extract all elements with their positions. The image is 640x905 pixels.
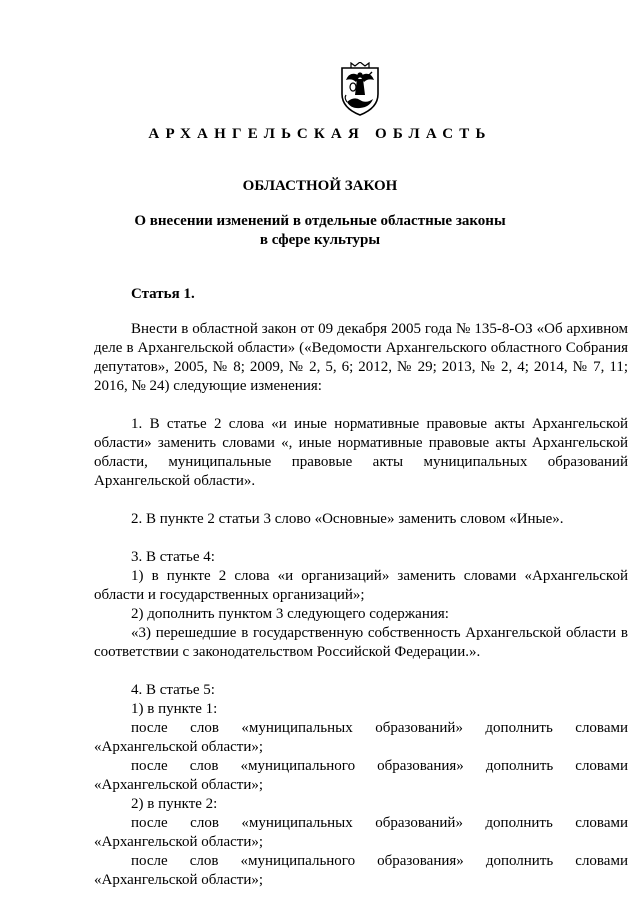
law-title-line-1: О внесении изменений в отдельные областные законы — [134, 213, 506, 229]
list-item-2: 2. В пункте 2 статьи 3 слово «Основные» заменить словом «Иные». — [131, 511, 564, 527]
list-item-1: 1. В статье 2 слова «и иные нормативные правовые акты Архангельской области» заменить словами «, иные нормативные правовые акты Архангельской области, муниципальные правовые акты муниципальных образований Архангельской области». — [94, 416, 628, 489]
law-title-line-2: в сфере культуры — [259, 232, 381, 248]
list-item-3-sub-3: «3) перешедшие в государственную собственность Архангельской области в соответствии с законодательством Российской Федерации.». — [94, 625, 628, 660]
list-item-4-sub-1a: после слов «муниципальных образований» дополнить словами «Архангельской области»; — [94, 720, 628, 755]
list-item-4-sub-1b: после слов «муниципального образования» дополнить словами «Архангельской области»; — [94, 758, 628, 793]
list-item-4-sub-2a: после слов «муниципальных образований» дополнить словами «Архангельской области»; — [94, 815, 628, 850]
law-type-heading: ОБЛАСТНОЙ ЗАКОН — [242, 178, 398, 194]
list-item-4-sub-2: 2) в пункте 2: — [131, 796, 218, 812]
list-item-3-title: 3. В статье 4: — [131, 549, 215, 565]
region-title: АРХАНГЕЛЬСКАЯ ОБЛАСТЬ — [148, 126, 492, 142]
list-item-4-title: 4. В статье 5: — [131, 682, 215, 698]
coat-of-arms-icon — [334, 62, 386, 118]
list-item-3-sub-1: 1) в пункте 2 слова «и организаций» заменить словами «Архангельской области и государственных организаций»; — [94, 568, 628, 603]
article-body — [94, 320, 628, 890]
list-item-4-sub-1: 1) в пункте 1: — [131, 701, 218, 717]
article-heading: Статья 1. — [131, 286, 195, 302]
law-title — [0, 212, 640, 250]
article-intro: Внести в областной закон от 09 декабря 2005 года № 135-8-ОЗ «Об архивном деле в Архангельской области» («Ведомости Архангельского областного Собрания депутатов», 2005, № 8; 2009, № 2, 5, 6; 2012, № 29; 2013, № 2, 4; 2014, № 7, 11; 2016, № 24) следующие изменения: — [94, 321, 628, 394]
list-item-4-sub-2b: после слов «муниципального образования» дополнить словами «Архангельской области»; — [94, 853, 628, 888]
list-item-3-sub-2: 2) дополнить пунктом 3 следующего содержания: — [131, 606, 449, 622]
